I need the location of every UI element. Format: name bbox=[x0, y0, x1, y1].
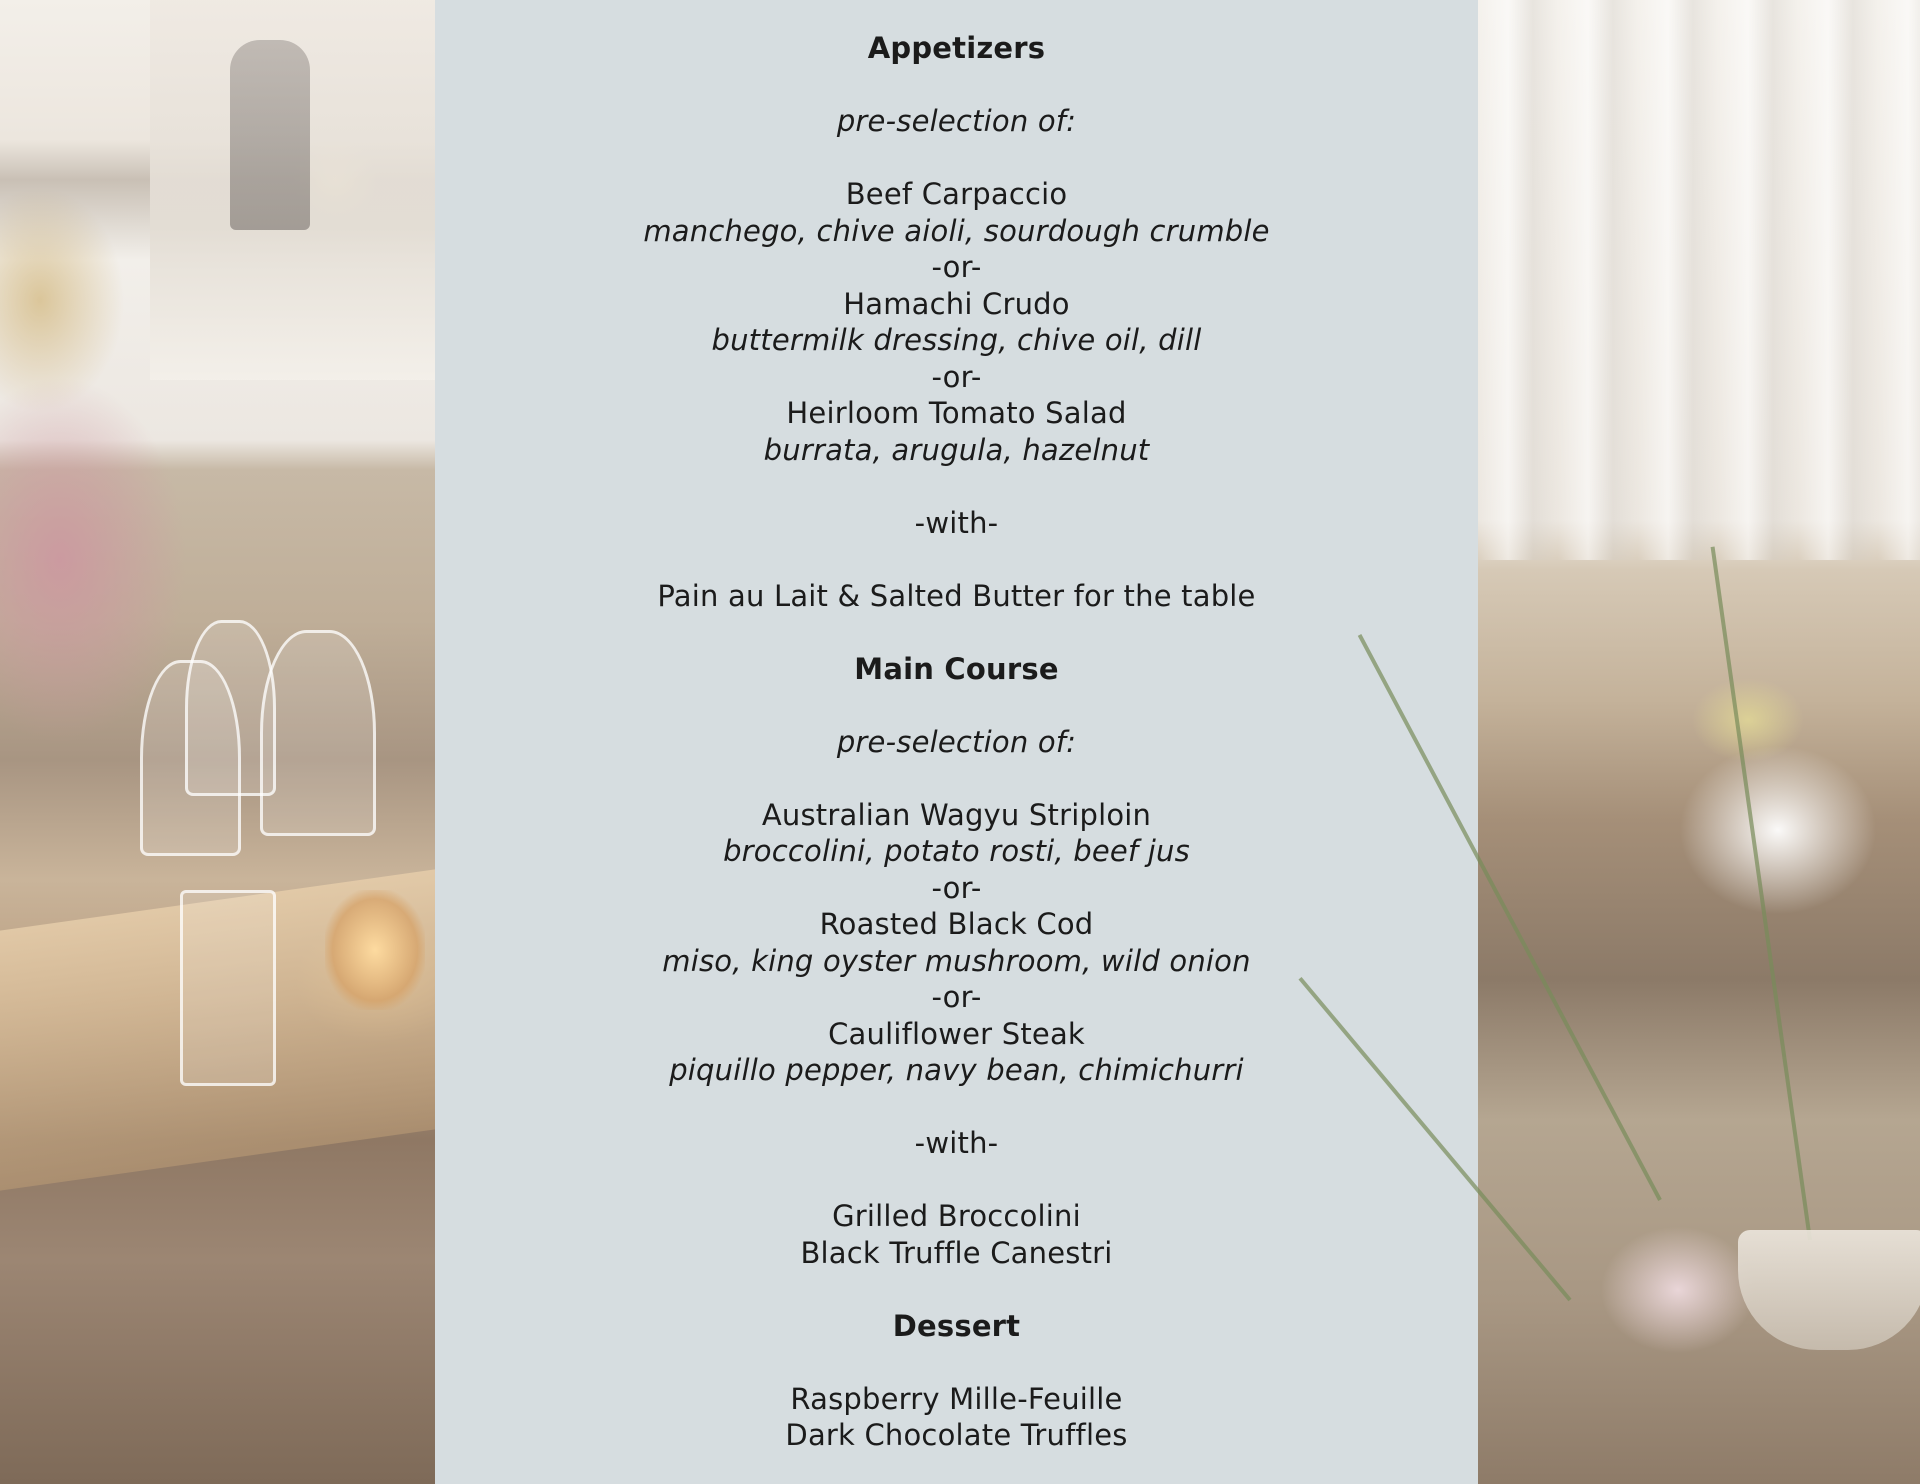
menu-item-desc: piquillo pepper, navy bean, chimichurri bbox=[669, 1053, 1244, 1087]
spacer bbox=[435, 1344, 1478, 1381]
menu-item-name: Roasted Black Cod bbox=[819, 907, 1094, 941]
menu-item-desc: miso, king oyster mushroom, wild onion bbox=[662, 943, 1251, 978]
spacer bbox=[435, 541, 1478, 578]
spacer bbox=[435, 1271, 1478, 1308]
flower-bowl bbox=[1738, 1230, 1920, 1350]
or-separator: -or- bbox=[931, 250, 982, 284]
side-item: Black Truffle Canestri bbox=[800, 1235, 1113, 1270]
or-separator: -or- bbox=[931, 870, 982, 905]
side-item: Pain au Lait & Salted Butter for the table bbox=[657, 578, 1256, 613]
menu-item-desc: burrata, arugula, hazelnut bbox=[763, 432, 1150, 467]
dessert-item: Dark Chocolate Truffles bbox=[785, 1418, 1128, 1452]
menu-item-name: Cauliflower Steak bbox=[828, 1016, 1085, 1051]
spacer bbox=[435, 687, 1478, 724]
background-figure bbox=[230, 40, 310, 230]
side-item: Grilled Broccolini bbox=[832, 1199, 1081, 1233]
flower-stem bbox=[1711, 547, 1812, 1241]
menu-item-name: Beef Carpaccio bbox=[845, 177, 1068, 211]
appetizers-note: pre-selection of: bbox=[836, 104, 1077, 138]
restaurant-photo-left bbox=[0, 0, 435, 1484]
spacer bbox=[435, 1089, 1478, 1126]
menu-content bbox=[435, 30, 1478, 1454]
or-separator: -or- bbox=[931, 980, 982, 1014]
menu-item-name: Hamachi Crudo bbox=[843, 286, 1070, 321]
water-glass bbox=[180, 890, 276, 1086]
menu-item-desc: manchego, chive aioli, sourdough crumble bbox=[643, 213, 1270, 248]
candle-holder bbox=[325, 890, 425, 1010]
wine-glass bbox=[260, 630, 376, 836]
spacer bbox=[435, 1162, 1478, 1199]
dessert-heading: Dessert bbox=[892, 1308, 1021, 1343]
appetizers-heading: Appetizers bbox=[867, 31, 1046, 65]
with-label: -with- bbox=[914, 1126, 999, 1160]
curtain bbox=[1478, 0, 1920, 560]
dessert-item: Raspberry Mille-Feuille bbox=[790, 1381, 1123, 1416]
spacer bbox=[435, 67, 1478, 104]
spacer bbox=[435, 140, 1478, 177]
menu-item-desc: broccolini, potato rosti, beef jus bbox=[723, 834, 1190, 868]
spacer bbox=[435, 614, 1478, 651]
menu-item-name: Australian Wagyu Striploin bbox=[761, 797, 1152, 832]
restaurant-photo-right bbox=[1478, 0, 1920, 1484]
spacer bbox=[435, 468, 1478, 505]
main-course-heading: Main Course bbox=[854, 651, 1059, 686]
with-label: -with- bbox=[914, 505, 999, 540]
main-course-note: pre-selection of: bbox=[836, 724, 1077, 759]
spacer bbox=[435, 760, 1478, 797]
or-separator: -or- bbox=[931, 359, 982, 394]
menu-panel bbox=[435, 0, 1478, 1484]
menu-item-name: Heirloom Tomato Salad bbox=[786, 396, 1127, 430]
menu-item-desc: buttermilk dressing, chive oil, dill bbox=[711, 323, 1202, 357]
